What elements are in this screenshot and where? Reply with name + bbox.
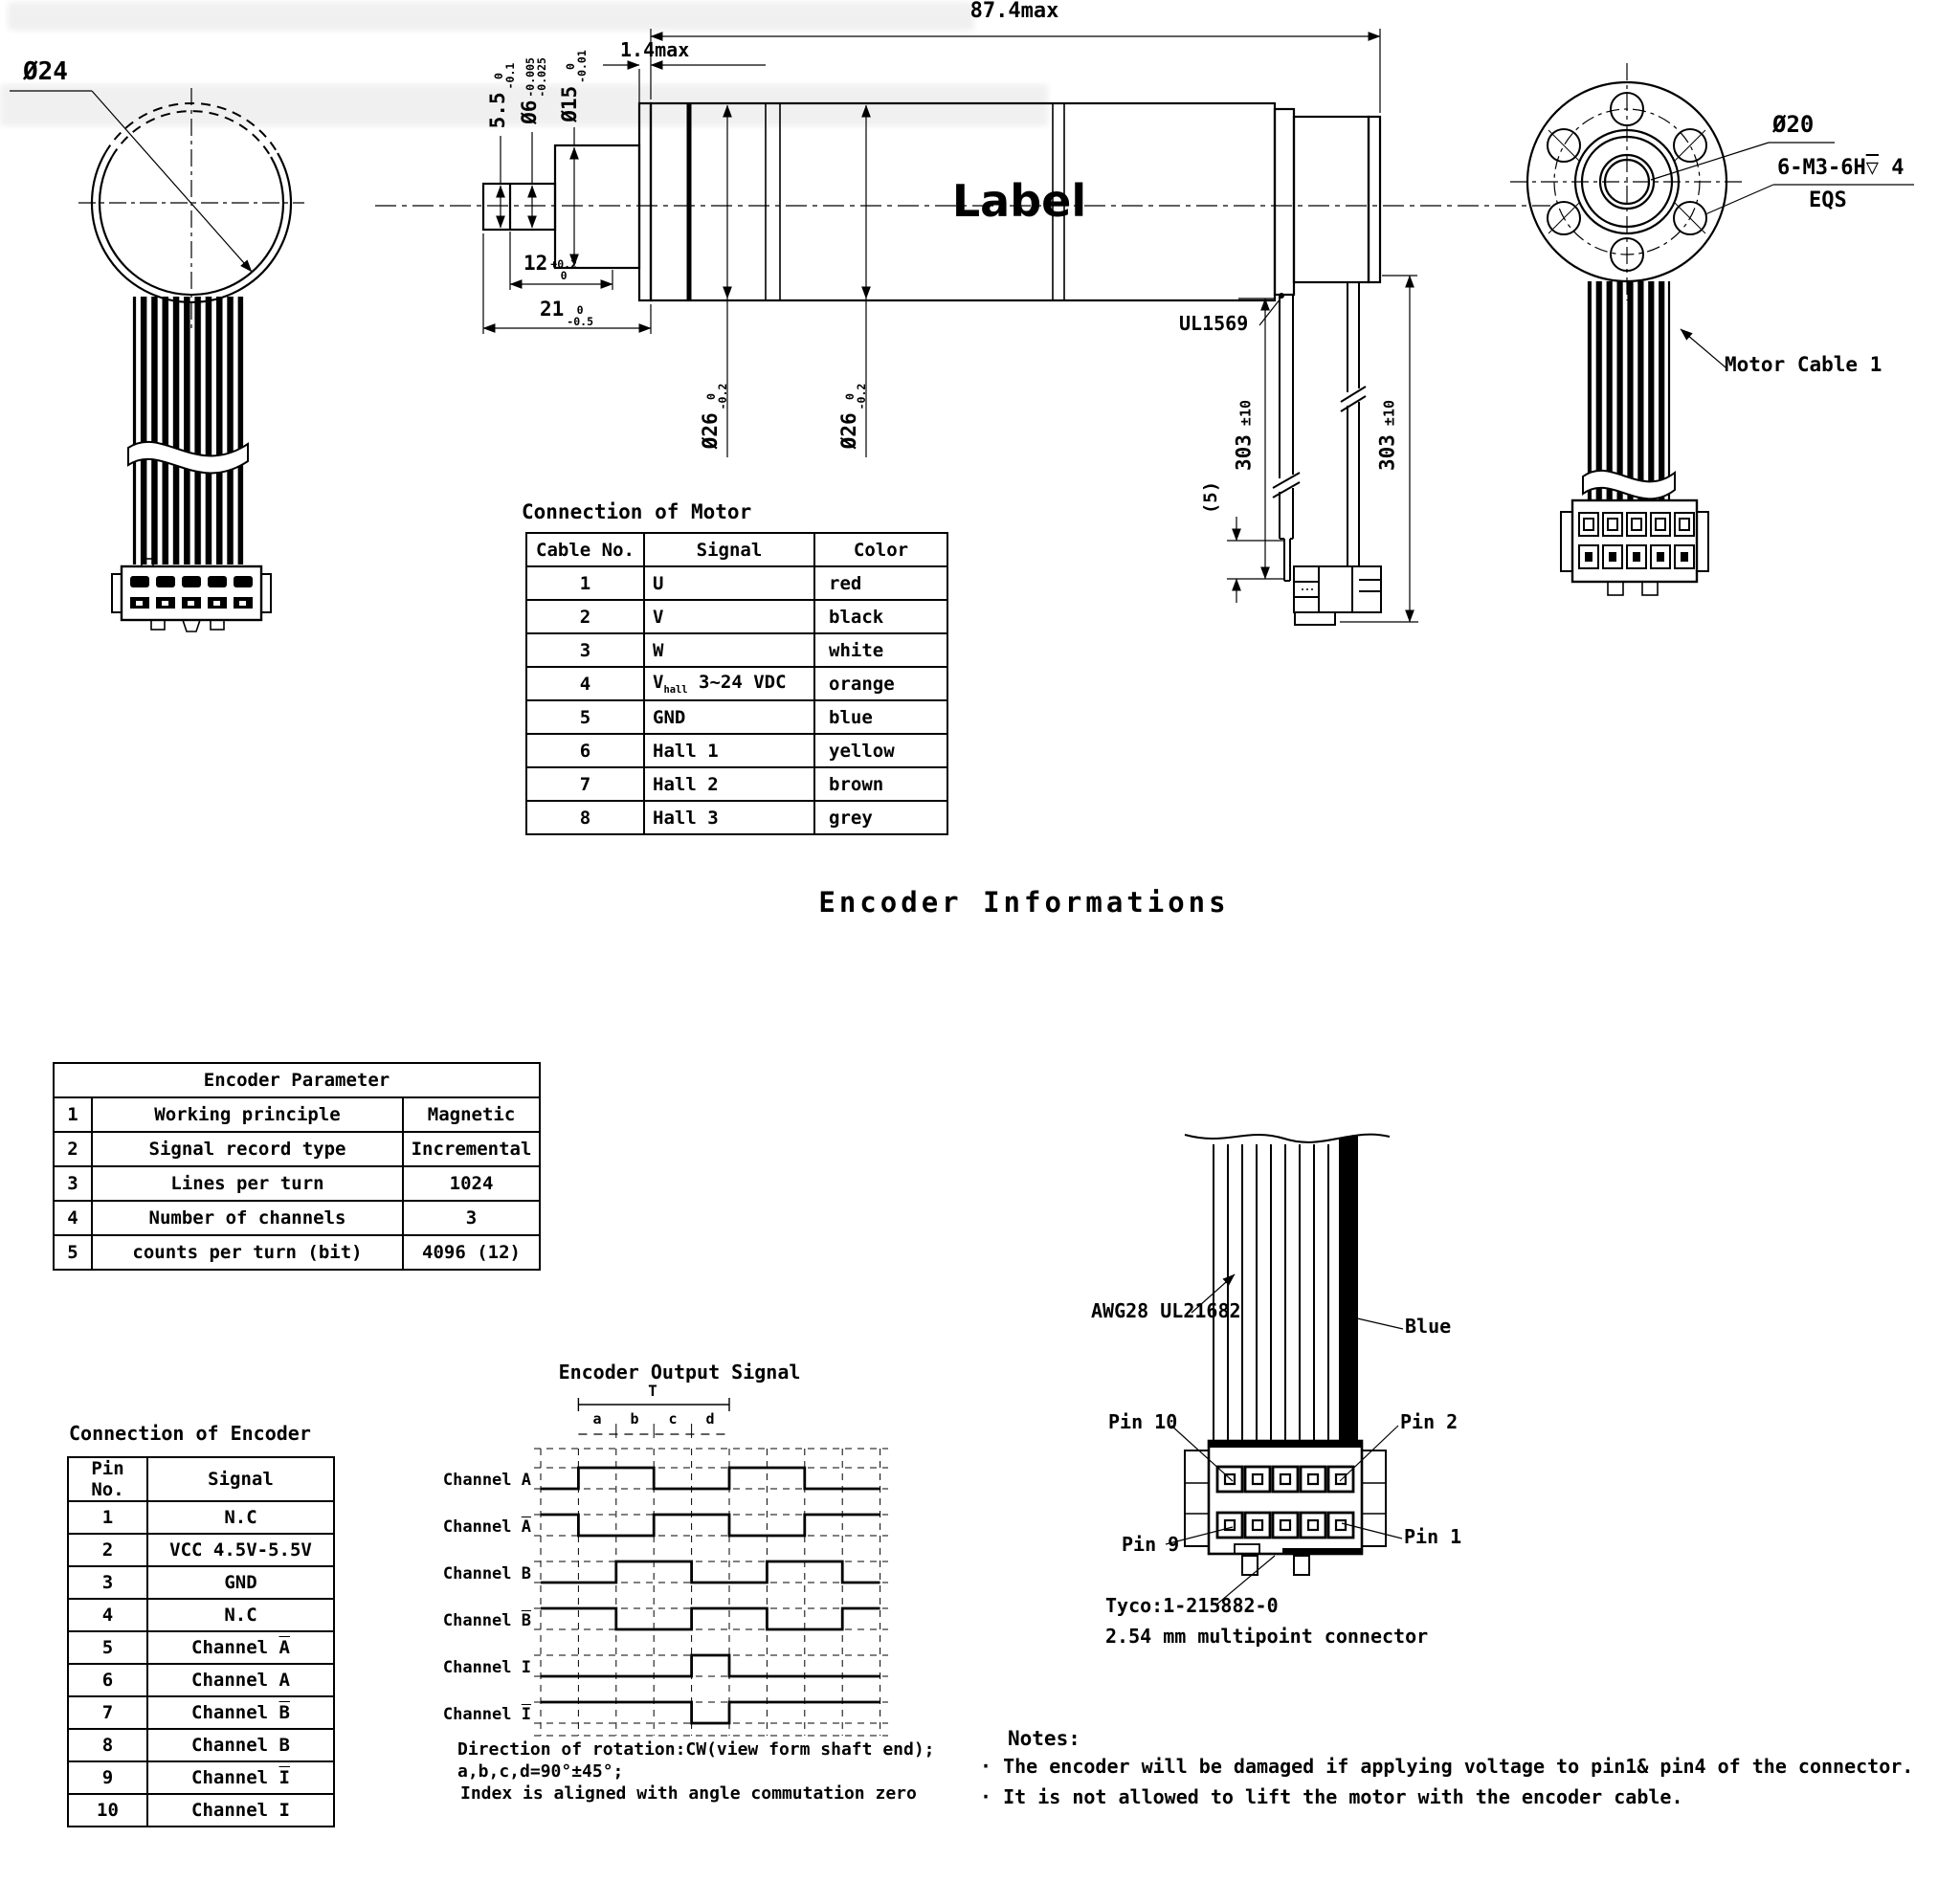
waveform-title: Encoder Output Signal <box>558 1361 801 1384</box>
waveform-subdiv-c: c <box>668 1410 678 1428</box>
table-cell: 7 <box>68 1696 147 1729</box>
table-cell: 6 <box>526 734 644 767</box>
waveform-channel-label: Channel B <box>442 1564 531 1583</box>
table-cell: 1024 <box>403 1166 540 1201</box>
thread-spacing-label: EQS <box>1809 188 1847 212</box>
table-row <box>526 600 947 633</box>
table-row <box>68 1696 334 1729</box>
rotation-note-1: Direction of rotation:CW(view form shaft end); <box>457 1739 935 1760</box>
table-row <box>68 1631 334 1664</box>
table-cell: counts per turn (bit) <box>92 1235 403 1270</box>
table-header-cell: Signal <box>644 533 814 566</box>
table-cell: 3 <box>526 633 644 667</box>
table-cell: Signal record type <box>92 1132 403 1166</box>
waveform-channel-label: Channel $\overline{I}$ <box>442 1705 531 1724</box>
awg-spec-label: AWG28 UL21682 <box>1091 1299 1241 1322</box>
table-cell: N.C <box>147 1501 334 1534</box>
connection-of-motor-table <box>525 532 948 835</box>
encoder-table-title: Connection of Encoder <box>69 1422 311 1445</box>
note-item-1: · The encoder will be damaged if applying voltage to pin1& pin4 of the connector. <box>980 1755 1914 1778</box>
end-view-drawing <box>1510 63 1914 595</box>
table-cell: orange <box>814 667 947 700</box>
motor-body-label: Label <box>951 175 1087 227</box>
table-row <box>54 1166 540 1201</box>
waveform-period-label: T <box>648 1382 657 1400</box>
table-cell: red <box>814 566 947 600</box>
table-cell: yellow <box>814 734 947 767</box>
table-cell: 9 <box>68 1761 147 1794</box>
table-cell: V <box>644 600 814 633</box>
front-view-drawing <box>10 88 304 631</box>
table-cell: 3 <box>68 1566 147 1599</box>
table-cell: 5 <box>54 1235 92 1270</box>
encoder-informations-title: Encoder Informations <box>818 886 1230 919</box>
table-row <box>68 1761 334 1794</box>
dim-strip-length: (5) <box>1200 480 1221 515</box>
table-cell: Channel B <box>147 1729 334 1761</box>
table-cell: 4 <box>68 1599 147 1631</box>
table-cell: GND <box>147 1566 334 1599</box>
waveform-subdiv-d: d <box>705 1410 715 1428</box>
table-cell: blue <box>814 700 947 734</box>
table-cell: Hall 1 <box>644 734 814 767</box>
table-row <box>68 1534 334 1566</box>
dim-overall-length: 87.4max <box>969 0 1059 23</box>
table-cell: 5 <box>68 1631 147 1664</box>
table-cell: 8 <box>526 801 644 834</box>
table-row <box>526 566 947 600</box>
dim-pilot-diameter: Ø15 0 -0.01 <box>558 50 590 122</box>
waveform-channel-label: Channel A <box>442 1471 531 1490</box>
table-title-cell: Encoder Parameter <box>54 1063 540 1097</box>
table-cell: 2 <box>54 1132 92 1166</box>
table-cell: GND <box>644 700 814 734</box>
table-row <box>68 1794 334 1827</box>
pin10-label: Pin 10 <box>1108 1410 1178 1433</box>
table-cell: Working principle <box>92 1097 403 1132</box>
table-row <box>526 734 947 767</box>
waveform-trace <box>541 1608 880 1629</box>
tyco-part-label: Tyco:1-215882-0 <box>1105 1594 1279 1617</box>
table-cell: 1 <box>526 566 644 600</box>
table-cell: 5 <box>526 700 644 734</box>
table-cell: 7 <box>526 767 644 801</box>
table-cell: 6 <box>68 1664 147 1696</box>
table-cell: VCC 4.5V-5.5V <box>147 1534 334 1566</box>
note-item-2: · It is not allowed to lift the motor with the encoder cable. <box>980 1785 1683 1808</box>
dim-shaft-diameter: Ø6 -0.005 -0.025 <box>518 57 549 124</box>
table-cell: Channel $\overline{A}$ <box>147 1631 334 1664</box>
waveform-subdiv-b: b <box>630 1410 639 1428</box>
table-cell: W <box>644 633 814 667</box>
dim-face-width: 1.4max <box>620 38 690 61</box>
table-cell: Hall 2 <box>644 767 814 801</box>
waveform-channel-label: Channel I <box>442 1658 531 1677</box>
table-row <box>526 667 947 700</box>
table-row <box>68 1729 334 1761</box>
table-row <box>526 767 947 801</box>
encoder-output-signal-waveform <box>534 1398 888 1736</box>
rotation-note-2: a,b,c,d=90°±45°; <box>457 1761 624 1782</box>
table-row <box>68 1501 334 1534</box>
table-header-cell: Signal <box>147 1457 334 1501</box>
table-row <box>526 700 947 734</box>
table-cell: 4096 (12) <box>403 1235 540 1270</box>
table-cell: Channel $\overline{I}$ <box>147 1761 334 1794</box>
waveform-trace <box>541 1515 880 1536</box>
dim-gearbox-diameter: Ø26 0 -0.2 <box>699 383 730 450</box>
table-cell: brown <box>814 767 947 801</box>
end-view-diameter-label: Ø20 <box>1772 111 1815 138</box>
dim-cable-length-left: 303 ±10 <box>1232 399 1256 472</box>
notes-title: Notes: <box>1008 1727 1080 1750</box>
connection-of-encoder-table <box>67 1456 335 1827</box>
pin9-label: Pin 9 <box>1122 1533 1180 1556</box>
table-cell: 8 <box>68 1729 147 1761</box>
waveform-trace <box>541 1655 880 1676</box>
waveform-trace <box>541 1468 880 1489</box>
table-cell: Magnetic <box>403 1097 540 1132</box>
table-cell: Channel $\overline{B}$ <box>147 1696 334 1729</box>
table-cell: 1 <box>68 1501 147 1534</box>
table-cell: 2 <box>68 1534 147 1566</box>
table-cell: U <box>644 566 814 600</box>
table-cell: Number of channels <box>92 1201 403 1235</box>
dim-shaft-flat: 5.5 0 -0.1 <box>486 62 518 129</box>
table-row <box>68 1664 334 1696</box>
dim-motor-diameter: Ø26 0 -0.2 <box>837 383 869 450</box>
table-cell: Incremental <box>403 1132 540 1166</box>
dim-shaft-length-12: 12 +0.2 0 <box>523 252 577 283</box>
waveform-channel-label: Channel $\overline{B}$ <box>442 1611 531 1630</box>
pin2-label: Pin 2 <box>1400 1410 1459 1433</box>
motor-cable-spec-label: UL1569 <box>1179 312 1249 335</box>
table-row <box>526 801 947 834</box>
table-cell: 4 <box>526 667 644 700</box>
rotation-note-3: Index is aligned with angle commutation zero <box>460 1783 917 1804</box>
dim-shaft-length-21: 21 0 -0.5 <box>540 298 593 329</box>
motor-cable-1-label: Motor Cable 1 <box>1725 353 1882 376</box>
connector-pitch-label: 2.54 mm multipoint connector <box>1105 1625 1429 1648</box>
table-cell: 3 <box>403 1201 540 1235</box>
table-cell: Channel A <box>147 1664 334 1696</box>
table-header-cell: Cable No. <box>526 533 644 566</box>
table-cell: N.C <box>147 1599 334 1631</box>
pin1-label: Pin 1 <box>1404 1525 1462 1548</box>
waveform-trace <box>541 1702 880 1723</box>
connector-detail-drawing <box>1166 1108 1403 1605</box>
table-row <box>68 1566 334 1599</box>
table-cell: $V_{hall}$ 3~24 VDC <box>644 667 814 700</box>
table-cell: 3 <box>54 1166 92 1201</box>
table-cell: grey <box>814 801 947 834</box>
blue-wire-label: Blue <box>1405 1315 1452 1338</box>
table-row <box>54 1235 540 1270</box>
table-header-cell: Pin No. <box>68 1457 147 1501</box>
table-cell: 2 <box>526 600 644 633</box>
mounting-thread-label: 6-M3-6H▽ 4 <box>1777 156 1904 180</box>
table-row <box>526 633 947 667</box>
table-cell: white <box>814 633 947 667</box>
table-cell: Lines per turn <box>92 1166 403 1201</box>
table-header-cell: Color <box>814 533 947 566</box>
table-row <box>54 1201 540 1235</box>
table-cell: 1 <box>54 1097 92 1132</box>
table-row <box>54 1132 540 1166</box>
motor-table-title: Connection of Motor <box>522 500 752 523</box>
table-cell: Hall 3 <box>644 801 814 834</box>
waveform-subdiv-a: a <box>592 1410 602 1428</box>
encoder-parameter-table <box>53 1062 541 1271</box>
waveform-trace <box>541 1561 880 1583</box>
table-cell: Channel I <box>147 1794 334 1827</box>
front-view-diameter-label: Ø24 <box>23 57 68 86</box>
table-cell: 10 <box>68 1794 147 1827</box>
table-row <box>54 1097 540 1132</box>
table-cell: black <box>814 600 947 633</box>
waveform-channel-label: Channel $\overline{A}$ <box>442 1517 531 1537</box>
table-cell: 4 <box>54 1201 92 1235</box>
table-row <box>68 1599 334 1631</box>
dim-cable-length-right: 303 ±10 <box>1375 399 1399 472</box>
